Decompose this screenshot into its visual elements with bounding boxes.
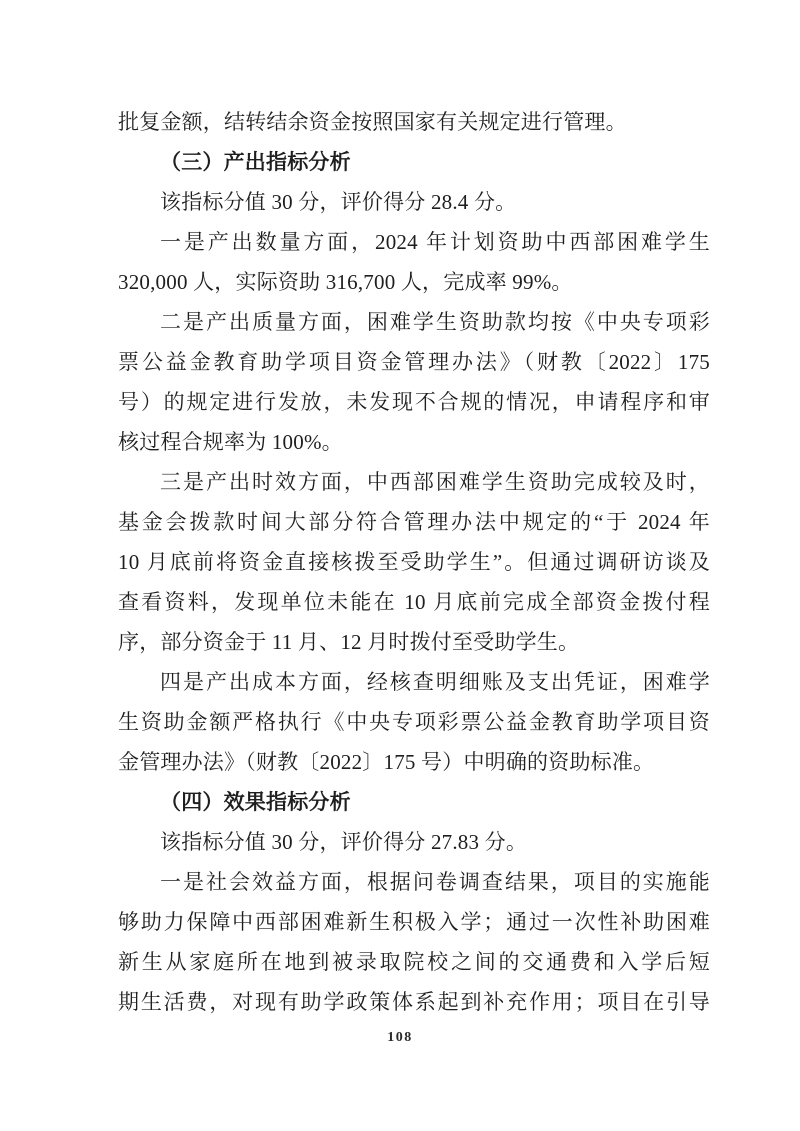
text-line: 核过程合规率为 100%。 [118, 430, 343, 454]
text-line: 该指标分值 30 分，评价得分 28.4 分。 [160, 190, 517, 214]
text-line: 二是产出质量方面，困难学生资助款均按《中央专项彩 [160, 310, 710, 334]
section-heading: （三）产出指标分析 [160, 150, 351, 174]
text-line: 一是产出数量方面，2024 年计划资助中西部困难学生 [160, 230, 710, 254]
text-line: 票公益金教育助学项目资金管理办法》（财教〔2022〕175 [118, 350, 710, 374]
text-line: 新生从家庭所在地到被录取院校之间的交通费和入学后短 [118, 950, 710, 974]
text-line: 一是社会效益方面，根据问卷调查结果，项目的实施能 [160, 870, 710, 894]
section-heading: （四）效果指标分析 [160, 790, 351, 814]
text-line: 10 月底前将资金直接核拨至受助学生”。但通过调研访谈及 [118, 550, 710, 574]
text-line: 号）的规定进行发放，未发现不合规的情况，申请程序和审 [118, 390, 710, 414]
page-number: 108 [387, 1030, 413, 1045]
text-block [118, 102, 710, 1022]
text-line: 基金会拨款时间大部分符合管理办法中规定的“于 2024 年 [118, 510, 710, 534]
text-line: 金管理办法》（财教〔2022〕175 号）中明确的资助标准。 [118, 750, 655, 774]
text-line: 查看资料，发现单位未能在 10 月底前完成全部资金拨付程 [118, 590, 710, 614]
text-line: 批复金额，结转结余资金按照国家有关规定进行管理。 [118, 110, 627, 134]
text-line: 320,000 人，实际资助 316,700 人，完成率 99%。 [118, 270, 573, 294]
text-line: 序，部分资金于 11 月、12 月时拨付至受助学生。 [118, 630, 580, 654]
text-line: 四是产出成本方面，经核查明细账及支出凭证，困难学 [160, 670, 710, 694]
text-line: 三是产出时效方面，中西部困难学生资助完成较及时， [160, 470, 710, 494]
text-line: 期生活费，对现有助学政策体系起到补充作用；项目在引导 [118, 990, 710, 1014]
text-line: 够助力保障中西部困难新生积极入学；通过一次性补助困难 [118, 910, 710, 934]
text-line: 该指标分值 30 分，评价得分 27.83 分。 [160, 830, 528, 854]
text-line: 生资助金额严格执行《中央专项彩票公益金教育助学项目资 [118, 710, 710, 734]
